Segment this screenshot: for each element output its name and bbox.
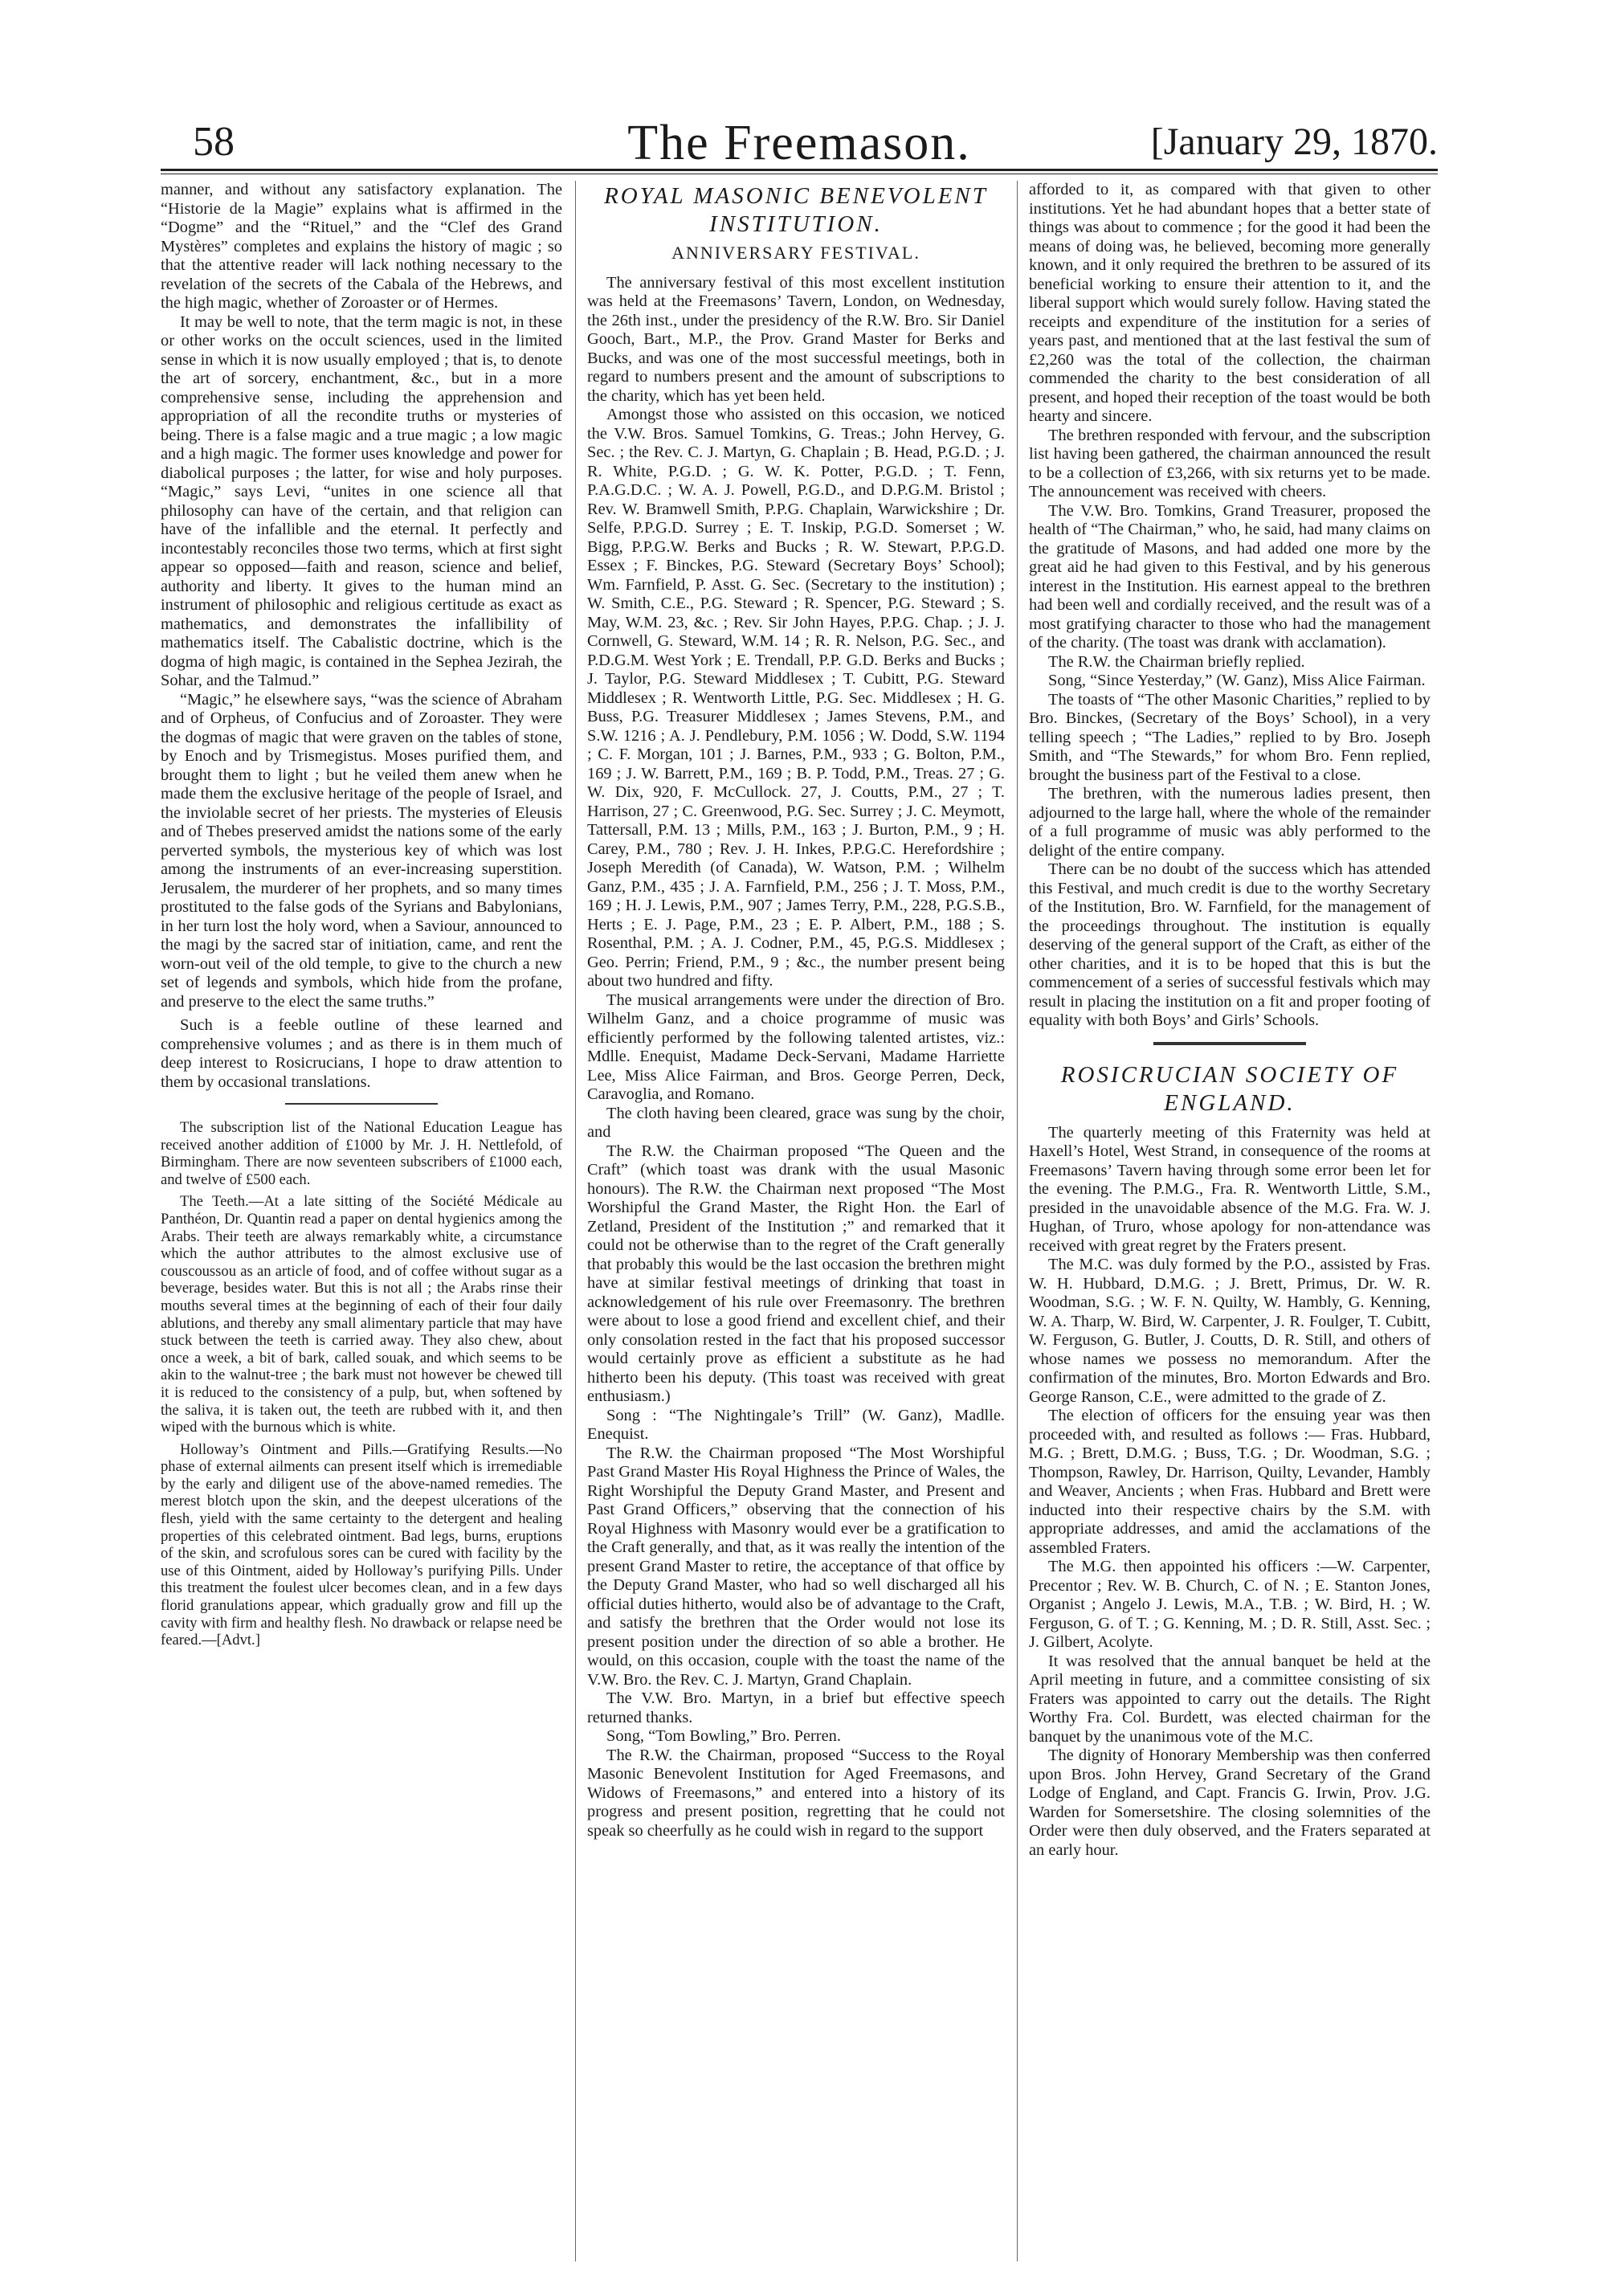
article-paragraph: The M.C. was duly formed by the P.O., assisted by Fras. W. H. Hubbard, D.M.G. ; J. Brett, Primus, Dr. W. R. Woodman, S.G. ; W. F. N. Quilty, W. Hambly, G. Kenning, W. A. Tharp, W. Bird, W. Carpenter, J. R. Foulger, T. Cubitt, W. Ferguson, G. Butler, J. Coutts, D. R. Still, and others of whose names we possess no memorandum. After the confirmation of the minutes, Bro. Morton Edwards and Bro. George Ranson, C.E., were admitted to the grade of Z. xyxy=(1029,1256,1431,1406)
column-divider xyxy=(1017,181,1018,2261)
article-paragraph: The M.G. then appointed his officers :—W. Carpenter, Precentor ; Rev. W. B. Church, C. of N. ; E. Stanton Jones, Organist ; Angelo J. Lewis, M.A., T.B. ; W. Bird, H. ; W. Ferguson, G. of T. ; G. Kenning, M. ; D. R. Still, Asst. Sec. ; J. Gilbert, Acolyte. xyxy=(1029,1558,1431,1651)
article-paragraph: Song : “The Nightingale’s Trill” (W. Ganz), Madlle. Enequist. xyxy=(587,1406,1005,1443)
section-divider xyxy=(1153,1042,1306,1045)
article-paragraph: Such is a feeble outline of these learned and comprehensive volumes ; and as there is in them much of deep interest to Rosicrucians, I hope to draw attention to them by occasional translations. xyxy=(161,1016,562,1091)
article-paragraph: It may be well to note, that the term magic is not, in these or other works on the occult sciences, used in the limited sense in which it is now usually employed ; that is, to denote the art of sorcery, enchantment, &c., but in a more comprehensive sense, including the apprehension and appropriation of all the recondite truths or mysteries of being. There is a false magic and a true magic ; a low magic and a high magic. The former uses knowledge and power for diabolical purposes ; the latter, for wise and holy purposes. “Magic,” says Levi, “unites in one science all that philosophy can have of the certain, and that religion can have of the infallible and the eternal. It perfectly and incontestably reconciles those two terms, which at first sight appear so opposed—faith and reason, science and belief, authority and liberty. It gives to the human mind an instrument of philosophic and religious certitude as exact as mathematics, and demonstrates the infallibility of mathematics itself. The Cabalistic doctrine, which is the dogma of high magic, is contained in the Sephea Jezirah, the Sohar, and the Talmud.” xyxy=(161,313,562,689)
page-number: 58 xyxy=(193,119,235,165)
column-2 xyxy=(587,181,1005,2261)
article-paragraph: The election of officers for the ensuing year was then proceeded with, and resulted as follows :— Fras. Hubbard, M.G. ; Brett, D.M.G. ; Buss, T.G. ; Dr. Woodman, S.G. ; Thompson, Rawley, Dr. Harrison, Quilty, Levander, Hambly and Weaver, Ancients ; when Fras. Hubbard and Brett were inducted into their respective chairs by the S.M. with appropriate addresses, and amid the acclamations of the assembled Fraters. xyxy=(1029,1407,1431,1557)
article-paragraph: manner, and without any satisfactory explanation. The “Historie de la Magie” explains what is affirmed in the “Dogme” and the “Rituel,” and the “Clef des Grand Mystères” completes and explains the history of magic ; so that the attentive reader will lack nothing necessary to the revelation of the secrets of the Cabala of the Hebrews, and the high magic, whether of Zoroaster or of Hermes. xyxy=(161,181,562,312)
article-paragraph: The toasts of “The other Masonic Charities,” replied to by Bro. Binckes, (Secretary of the Boys’ School), in a very telling speech ; “The Ladies,” replied to by Bro. Joseph Smith, and “The Stewards,” for whom Bro. Fenn replied, brought the business part of the Festival to a close. xyxy=(1029,690,1431,784)
article-paragraph: There can be no doubt of the success which has attended this Festival, and much credit is due to the worthy Secretary of the Institution, Bro. W. Farnfield, for the management of the proceedings throughout. The institution is equally deserving of the general support of the Craft, as either of the other charities, and it is to be hoped that this is but the commencement of a series of successful festivals which may result in placing the institution on a fit and proper footing of equality with both Boys’ and Girls’ Schools. xyxy=(1029,860,1431,1029)
article-paragraph: The quarterly meeting of this Fraternity was held at Haxell’s Hotel, West Strand, in consequence of the rooms at Freemasons’ Tavern having through some error been let for the evening. The P.M.G., Fra. R. Wentworth Little, S.M., presided in the unavoidable absence of the M.G. Fra. W. J. Hughan, of Truro, whose apology for non-attendance was received with great regret by the Fraters present. xyxy=(1029,1123,1431,1255)
article-paragraph: The brethren responded with fervour, and the subscription list having been gathered, the chairman announced the result to be a collection of £3,266, with six returns yet to be made. The announcement was received with cheers. xyxy=(1029,426,1431,500)
article-paragraph: The R.W. the Chairman briefly replied. xyxy=(1048,652,1305,671)
article-paragraph: afforded to it, as compared with that given to other institutions. Yet he had abundant hopes that a better state of things was about to commence ; for the good it had been the means of doing was, he believed, becoming more generally known, and it only required the brethren to be assured of its beneficial working to ensure their attention to it, and the liberal support which would surely follow. Having stated the receipts and expenditure of the institution for a series of years past, and mentioned that at the last festival the sum of £2,260 was the total of the collection, the chairman commended the charity to the best consideration of all present, and hoped their reception of the toast would be both hearty and sincere. xyxy=(1029,181,1431,425)
newspaper-title: The Freemason. xyxy=(627,116,971,170)
article-subheading: ANNIVERSARY FESTIVAL. xyxy=(671,243,920,263)
article-paragraph: The dignity of Honorary Membership was then conferred upon Bros. John Hervey, Grand Secretary of the Grand Lodge of England, and Capt. Francis G. Irwin, Prov. J.G. Warden for Somersetshire. The closing solemnities of the Order were then duly observed, and the Fraters separated at an early hour. xyxy=(1029,1747,1431,1859)
article-paragraph: The anniversary festival of this most excellent institution was held at the Freemasons’ Tavern, London, on Wednesday, the 26th inst., under the presidency of the R.W. Bro. Sir Daniel Gooch, Bart., M.P., the Prov. Grand Master for Berks and Bucks, and was one of the most successful meetings, both in regard to numbers present and the amount of subscriptions to the charity, which has yet been held. xyxy=(587,273,1005,405)
section-divider xyxy=(285,1103,438,1105)
news-item: The subscription list of the National Education League has received another addition of £1000 by Mr. J. H. Nettlefold, of Birmingham. There are now seventeen subscribers of £1000 each, and twelve of £500 each. xyxy=(161,1119,562,1188)
masthead-rule xyxy=(161,169,1438,171)
news-item: The Teeth.—At a late sitting of the Société Médicale au Panthéon, Dr. Quantin read a paper on dental hygienics among the Arabs. Their teeth are always remarkably white, a circumstance which the author attributes to the almost exclusive use of couscoussou as an article of food, and of coffee without sugar as a beverage, besides water. But this is not all ; the Arabs rinse their mouths several times at the beginning of each of their four daily ablutions, and thereby any small alimentary particle that may have stuck between the teeth is carried away. They also chew, about once a week, a bit of bark, called souak, and which seems to be akin to the walnut-tree ; the bark must not however be chewed till it is reduced to the consistency of a pulp, but, when softened by the saliva, it is taken out, the teeth are rubbed with it, and then wiped with the burnous which is white. xyxy=(161,1193,562,1436)
article-paragraph: The brethren, with the numerous ladies present, then adjourned to the large hall, where the whole of the remainder of a full programme of music was ably performed to the delight of the entire company. xyxy=(1029,785,1431,860)
article-paragraph: It was resolved that the annual banquet be held at the April meeting in future, and a committee consisting of six Fraters was appointed to carry out the details. The Right Worthy Fra. Col. Burdett, was elected chairman for the banquet by the unanimous vote of the M.C. xyxy=(1029,1652,1431,1746)
article-paragraph: The V.W. Bro. Martyn, in a brief but effective speech returned thanks. xyxy=(587,1689,1005,1726)
article-paragraph: “Magic,” he elsewhere says, “was the science of Abraham and of Orpheus, of Confucius and of Zoroaster. They were the dogmas of magic that were graven on the tables of stone, by Enoch and by Trismegistus. Moses purified them, and brought them to light ; but he veiled them anew when he made them the exclusive heritage of the people of Israel, and the inviolable secret of her priests. The mysteries of Eleusis and of Thebes preserved amidst the nations some of the early perverted symbols, the mysterious key of which was lost among the instruments of an ever-increasing superstition. Jerusalem, the murderer of her prophets, and so many times prostituted to the false gods of the Syrians and Babylonians, in her turn lost the holy word, when a Saviour, announced to the magi by the sacred star of initiation, came, and rent the worn-out veil of the old temple, to give to the church a new set of legends and symbols, which hide from the profane, and preserve to the elect the same truths.” xyxy=(161,690,562,1011)
article-heading: ROSICRUCIAN SOCIETY OF ENGLAND. xyxy=(1060,1061,1399,1116)
article-paragraph: The R.W. the Chairman proposed “The Queen and the Craft” (which toast was drank with the usual Masonic honours). The R.W. the Chairman next proposed “The Most Worshipful the Grand Master, the Right Hon. the Earl of Zetland, President of the Institution ;” and remarked that it could not be otherwise than to the regret of the Craft generally that probably this would be the last occasion the brethren might have at similar festival meetings of drinking that toast in acknowledgement of his rule over Freemasonry. The brethren were about to lose a good friend and excellent chief, and their only consolation rested in the fact that his proposed successor would certainly prove as efficient a substitute as he had hitherto been his deputy. (This toast was received with great enthusiasm.) xyxy=(587,1142,1005,1405)
article-paragraph: The cloth having been cleared, grace was sung by the choir, and xyxy=(587,1104,1005,1141)
advertisement: Holloway’s Ointment and Pills.—Gratifying Results.—No phase of external ailments can present itself which is irremediable by the early and diligent use of the above-named remedies. The merest blotch upon the skin, and the deepest ulcerations of the flesh, yield with the same certainty to the detergent and healing properties of this celebrated ointment. Bad legs, burns, eruptions of the skin, and scrofulous sores can be cured with facility by the use of this Ointment, aided by Holloway’s purifying Pills. Under this treatment the foulest ulcer becomes clean, and in a few days florid granulations appear, which gradually grow and fill up the cavity with firm and healthy flesh. No drawback or relapse need be feared.—[Advt.] xyxy=(161,1440,562,1649)
article-paragraph: The R.W. the Chairman proposed “The Most Worshipful Past Grand Master His Royal Highness the Prince of Wales, the Right Worshipful the Deputy Grand Master, and Present and Past Grand Officers,” observing that the connection of his Royal Highness with Masonry would ever be a gratification to the Craft generally, and that, as it was really the intention of the present Grand Master to retire, the acceptance of that office by the Deputy Grand Master, who had so well discharged all his official duties hitherto, would also be of advantage to the Craft, and satisfy the brethren that the Order would not lose its present position under the direction of so able a brother. He would, on this occasion, couple with the toast the name of the V.W. Bro. the Rev. C. J. Martyn, Grand Chaplain. xyxy=(587,1444,1005,1689)
article-paragraph: The R.W. the Chairman, proposed “Success to the Royal Masonic Benevolent Institution for Aged Freemasons, and Widows of Freemasons,” and entered into a history of its progress and present position, regretting that he could not speak so cheerfully as he could wish in regard to the support xyxy=(587,1746,1005,1840)
issue-date: [January 29, 1870. xyxy=(1150,121,1438,163)
article-paragraph: The V.W. Bro. Tomkins, Grand Treasurer, proposed the health of “The Chairman,” who, he said, had many claims on the gratitude of Masons, and had added one more by the great aid he had given to this Festival, and by his generous interest in the Institution. His earnest appeal to the brethren had been well and cordially received, and the result was of a most gratifying character to those who had the management of the charity. (The toast was drank with acclamation). xyxy=(1029,501,1431,652)
article-paragraph: Song, “Since Yesterday,” (W. Ganz), Miss Alice Fairman. xyxy=(1048,672,1426,689)
article-paragraph: Amongst those who assisted on this occasion, we noticed the V.W. Bros. Samuel Tomkins, G. Treas.; John Hervey, G. Sec. ; the Rev. C. J. Martyn, G. Chaplain ; B. Head, P.G.D. ; J. R. White, P.G.D. ; G. W. K. Potter, P.G.D. ; T. Fenn, P.A.G.D.C. ; W. A. J. Powell, P.G.D., and D.P.G.M. Bristol ; Rev. W. Bramwell Smith, P.P.G. Chaplain, Warwickshire ; Dr. Selfe, P.P.G.D. Surrey ; E. T. Inskip, P.G.D. Somerset ; W. Bigg, P.P.G.W. Berks and Bucks ; R. W. Stewart, P.P.G.D. Essex ; F. Binckes, P.G. Steward (Secretary Boys’ School); Wm. Farnfield, P. Asst. G. Sec. (Secretary to the institution) ; W. Smith, C.E., P.G. Steward ; R. Spencer, P.G. Steward ; S. May, W.M. 23, &c. ; Rev. Sir John Hayes, P.P.G. Chap. ; J. J. Cornwell, G. Steward, W.M. 14 ; R. R. Nelson, P.G. Sec., and P.D.G.M. West York ; E. Trendall, P.P. G.D. Berks and Bucks ; J. Taylor, P.G. Steward Middlesex ; T. Cubitt, P.G. Steward Middlesex ; R. Wentworth Little, P.G. Sec. Middlesex ; H. G. Buss, P.G. Treasurer Middlesex ; James Stevens, P.M., and S.W. 1216 ; A. J. Pendlebury, P.M. 1056 ; W. Dodd, S.W. 1194 ; C. F. Morgan, 101 ; J. Barnes, P.M., 933 ; G. Bolton, P.M., 169 ; J. W. Barrett, P.M., 169 ; B. P. Todd, P.M., Treas. 27 ; G. W. Dix, 920, F. McCullock. 27, J. Coutts, P.M., 27 ; T. Harrison, 27 ; C. Greenwood, P.G. Sec. Surrey ; J. C. Meymott, Tattersall, P.M. 13 ; Mills, P.M., 163 ; J. Burton, P.M., 9 ; H. Carey, P.M., 780 ; Rev. J. H. Inkes, P.P.G.C. Herefordshire ; Joseph Meredith (of Canada), W. Watson, P.M. ; Wilhelm Ganz, P.M., 435 ; J. A. Farnfield, P.M., 256 ; J. T. Moss, P.M., 169 ; H. J. Lewis, P.M., 907 ; James Terry, P.M., 228, P.G.S.B., Herts ; E. J. Page, P.M., 23 ; E. P. Albert, P.M., 188 ; S. Rosenthal, P.M. ; A. J. Codner, P.M., 45, P.G.S. Middlesex ; Geo. Perrin; Friend, P.M., 9 ; &c., the number present being about two hundred and fifty. xyxy=(587,406,1005,990)
column-3 xyxy=(1029,181,1431,2261)
article-heading: ROYAL MASONIC BENEVOLENT INSTITUTION. xyxy=(604,183,988,237)
column-divider xyxy=(575,181,576,2261)
column-1 xyxy=(161,181,562,2261)
article-paragraph: Song, “Tom Bowling,” Bro. Perren. xyxy=(606,1727,841,1745)
article-paragraph: The musical arrangements were under the direction of Bro. Wilhelm Ganz, and a choice programme of music was efficiently performed by the following talented artistes, viz.: Mdlle. Enequist, Madame Deck-Servani, Madame Harriette Lee, Miss Alice Fairman, and Bros. George Perren, Deck, Caravoglia, and Romano. xyxy=(587,991,1005,1103)
masthead xyxy=(161,115,1438,171)
